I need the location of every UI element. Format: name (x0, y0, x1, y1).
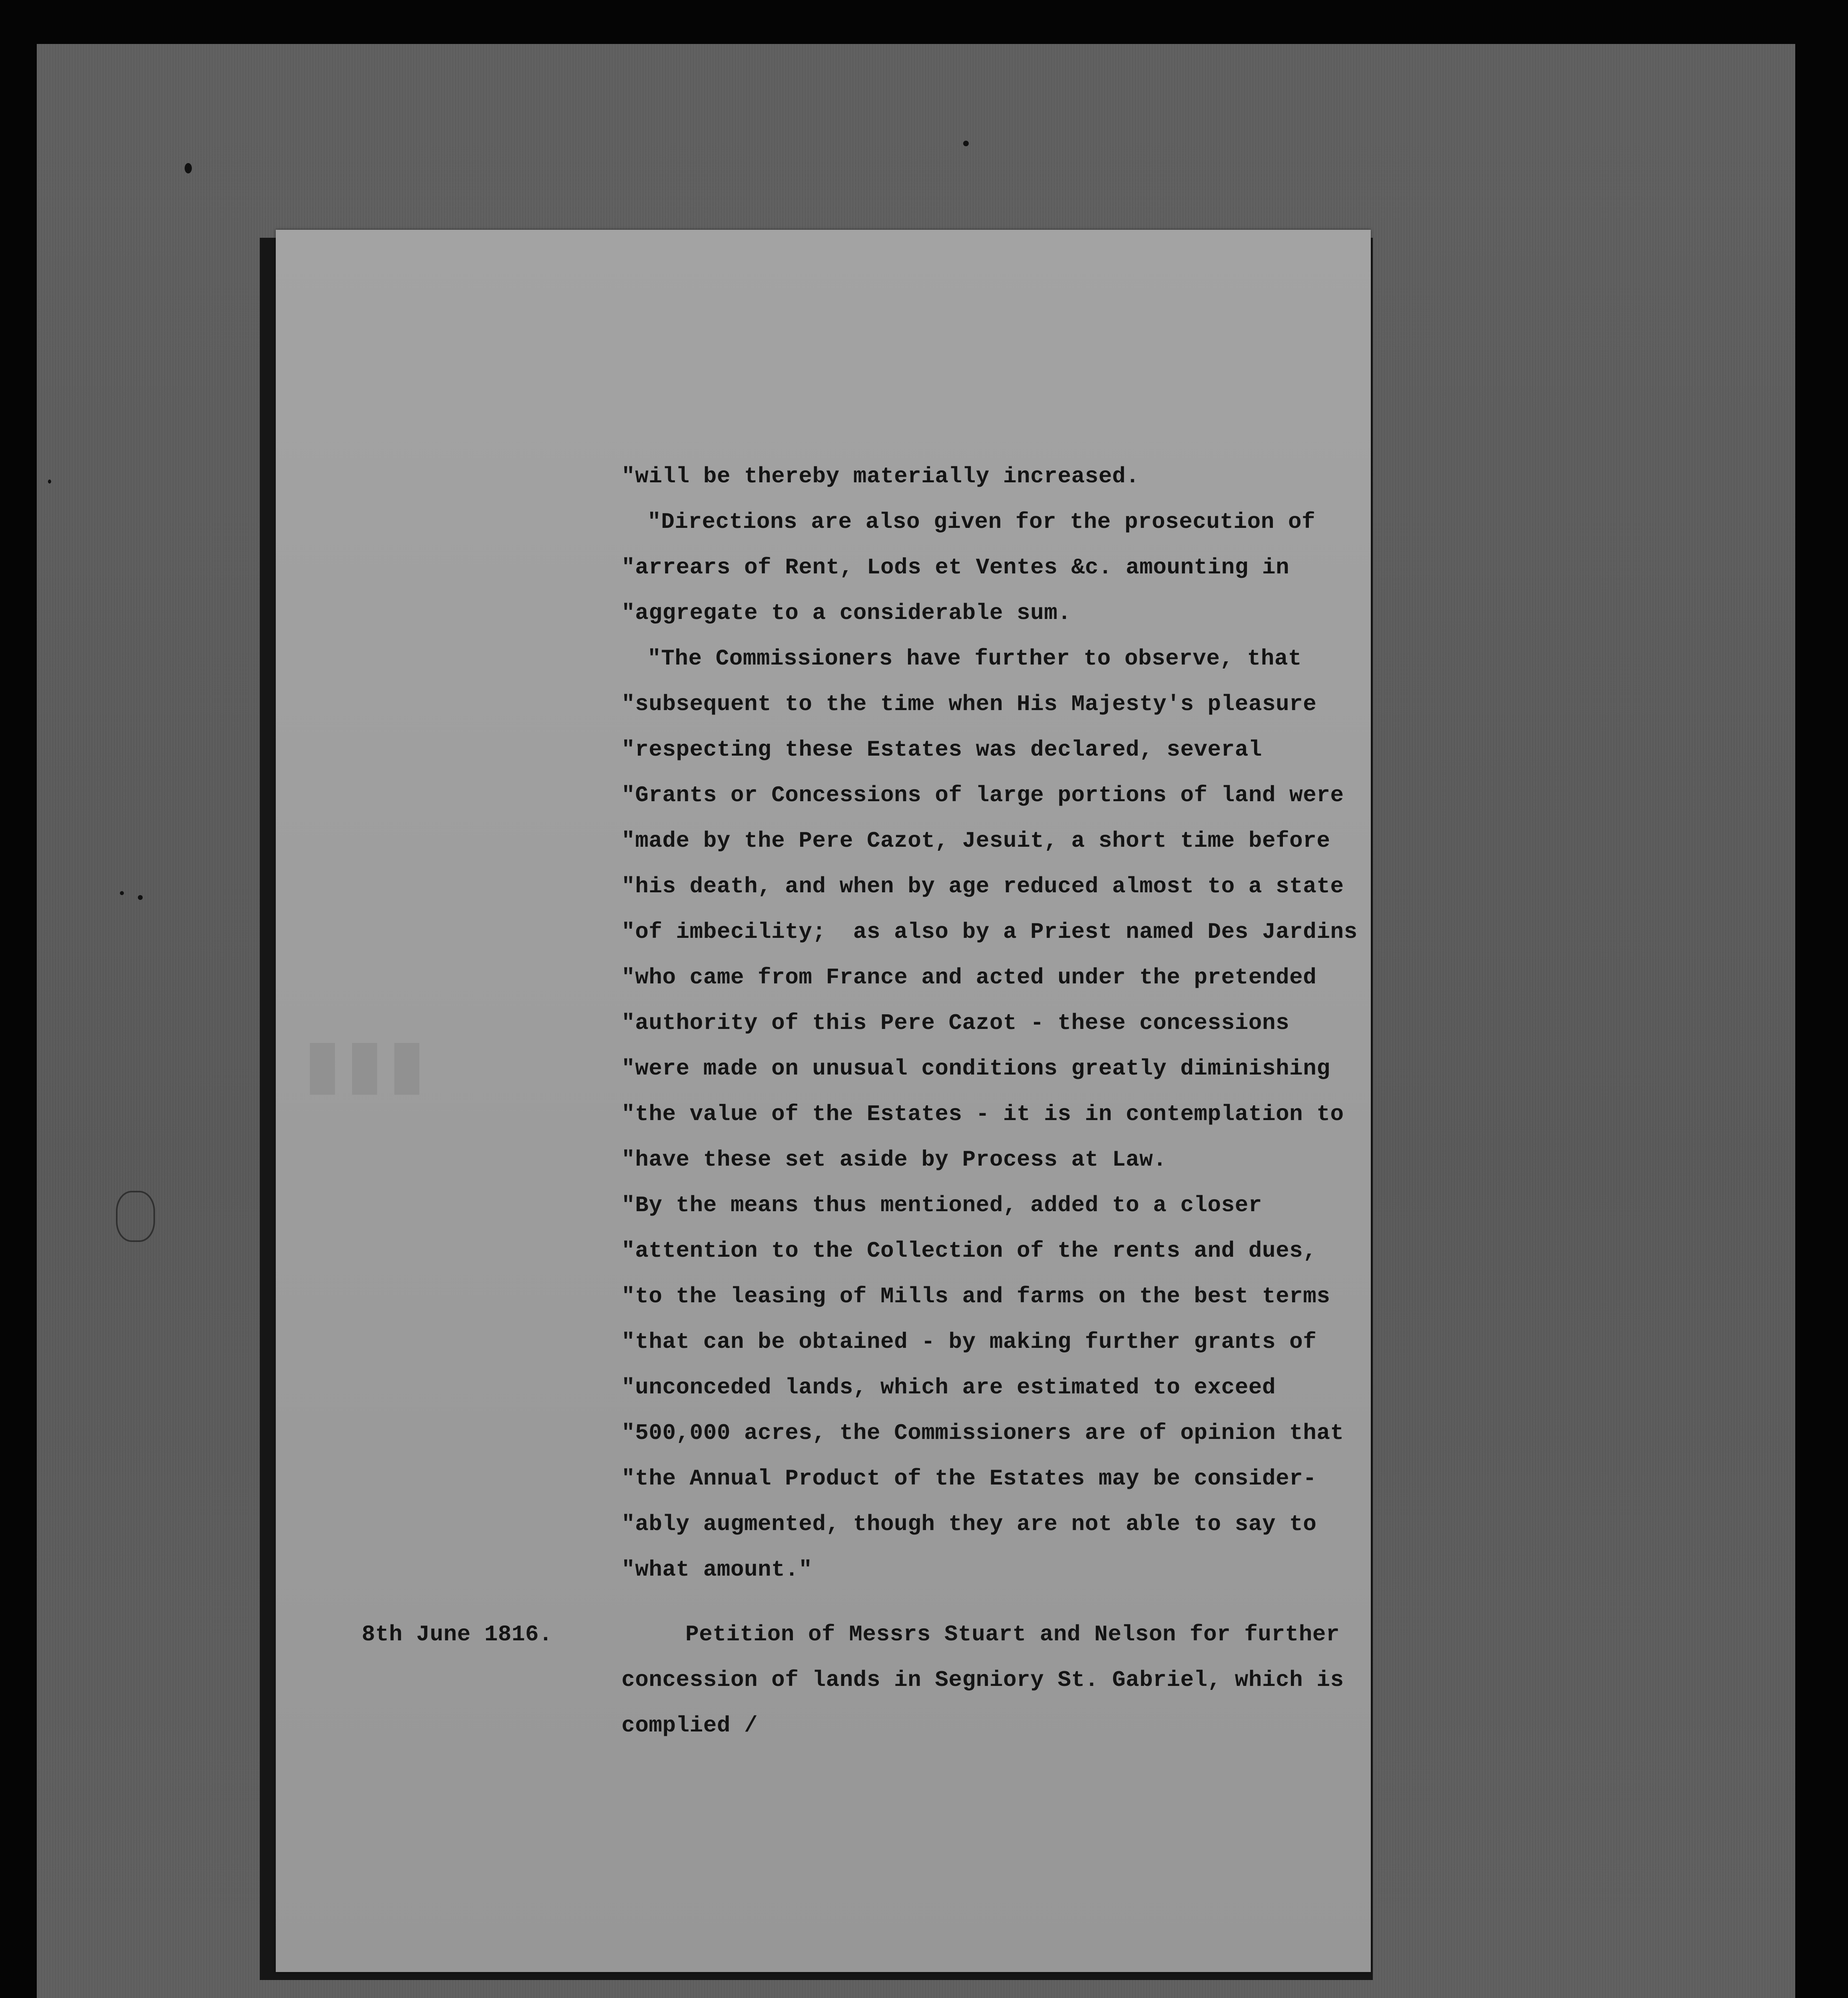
body-line: "500,000 acres, the Commissioners are of opinion that (621, 1420, 1344, 1446)
film-speck (48, 480, 51, 484)
entry-line: concession of lands in Segniory St. Gabriel, which is (621, 1667, 1344, 1693)
body-line: "The Commissioners have further to observe, that (647, 646, 1302, 671)
body-line: "were made on unusual conditions greatly diminishing (621, 1056, 1330, 1081)
body-line: "the Annual Product of the Estates may be consider- (621, 1466, 1317, 1491)
body-line: "respecting these Estates was declared, several (621, 737, 1262, 762)
body-line: "Grants or Concessions of large portions of land were (621, 782, 1344, 808)
body-line: "arrears of Rent, Lods et Ventes &c. amounting in (621, 555, 1290, 580)
film-scratch (116, 1191, 155, 1242)
body-line: "his death, and when by age reduced almost to a state (621, 874, 1344, 899)
entry-line: Petition of Messrs Stuart and Nelson for further (685, 1622, 1340, 1647)
body-line: "the value of the Estates - it is in contemplation to (621, 1101, 1344, 1127)
body-line: "of imbecility; as also by a Priest named Des Jardins (621, 919, 1358, 945)
body-line: "made by the Pere Cazot, Jesuit, a short time before (621, 828, 1330, 854)
body-line: "ably augmented, though they are not able to say to (621, 1511, 1317, 1537)
body-line: "who came from France and acted under the pretended (621, 965, 1317, 990)
body-line: "authority of this Pere Cazot - these concessions (621, 1010, 1290, 1036)
body-line: "that can be obtained - by making further grants of (621, 1329, 1317, 1355)
body-line: "unconceded lands, which are estimated to exceed (621, 1375, 1276, 1400)
body-line: "attention to the Collection of the rents and dues, (621, 1238, 1317, 1264)
film-speck (120, 891, 124, 895)
body-line: "subsequent to the time when His Majesty's pleasure (621, 691, 1317, 717)
body-line: "what amount." (621, 1557, 812, 1582)
entry-date: 8th June 1816. (362, 1622, 553, 1647)
film-speck (963, 141, 969, 146)
film-speck (138, 895, 143, 900)
body-line: "Directions are also given for the prosecution of (647, 509, 1316, 535)
bleed-through-stamp: ▮▮▮ (304, 1026, 430, 1101)
film-speck (185, 163, 192, 173)
body-line: "will be thereby materially increased. (621, 464, 1140, 489)
entry-line: complied / (621, 1713, 758, 1738)
document-page (276, 230, 1371, 1972)
body-line: "aggregate to a considerable sum. (621, 600, 1071, 626)
body-line: "By the means thus mentioned, added to a closer (621, 1192, 1262, 1218)
body-line: "have these set aside by Process at Law. (621, 1147, 1167, 1172)
body-line: "to the leasing of Mills and farms on the best terms (621, 1284, 1330, 1309)
